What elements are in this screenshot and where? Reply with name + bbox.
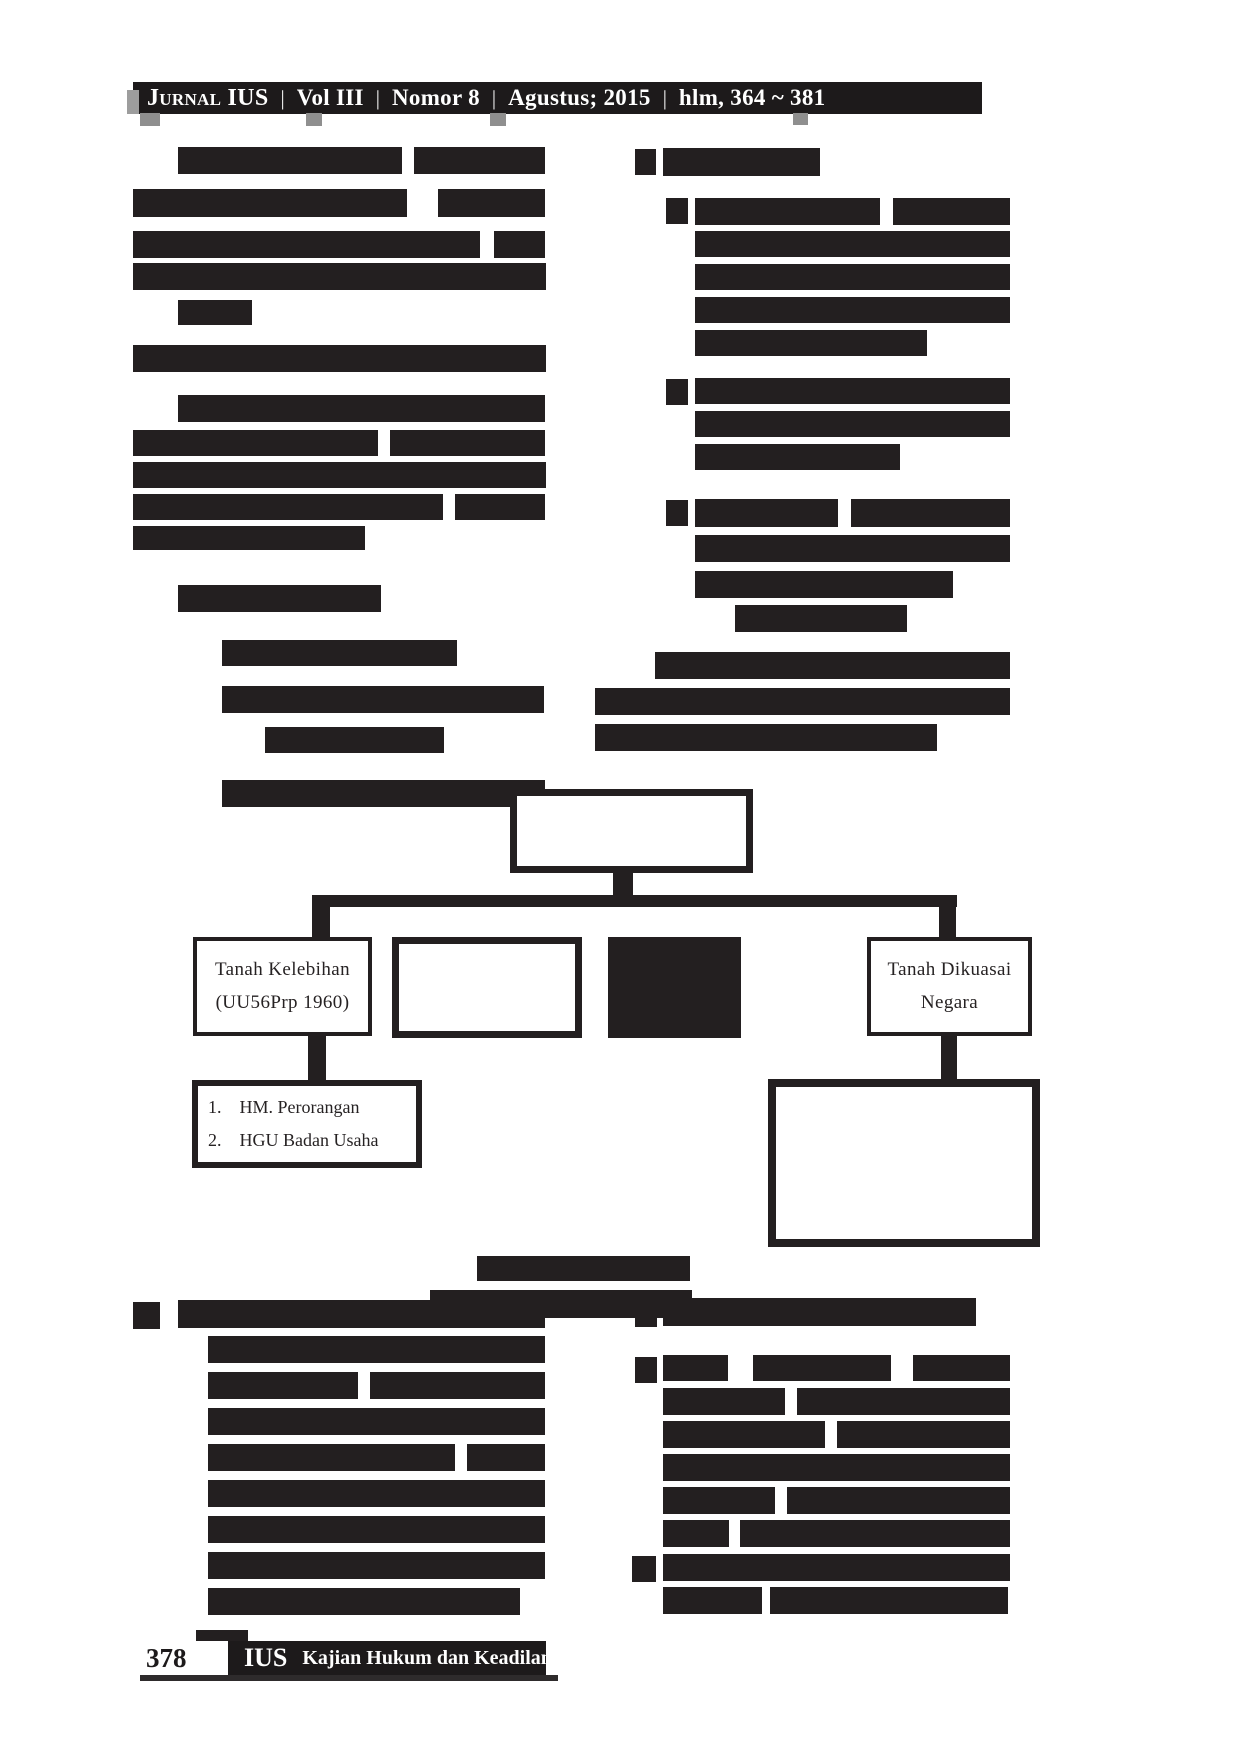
redaction-bar	[635, 1300, 657, 1327]
redaction-bar	[635, 149, 656, 175]
redaction-bar	[666, 198, 688, 224]
tanah-kelebihan-line2: (UU56Prp 1960)	[215, 992, 350, 1013]
flowchart-root-box	[510, 789, 753, 873]
flowchart-box-redacted-1	[392, 937, 582, 1038]
flowchart-box-redacted-list	[768, 1079, 1040, 1247]
redaction-bar	[208, 1552, 545, 1579]
redaction-bar	[370, 1372, 545, 1399]
redaction-bar	[663, 1587, 762, 1614]
hm-item-label: HM. Perorangan	[239, 1097, 360, 1117]
journal-header-bar	[133, 82, 982, 114]
volume-label: Vol III	[296, 85, 364, 110]
redaction-bar	[740, 1520, 1010, 1547]
scan-artifact	[127, 90, 139, 114]
redaction-bar	[222, 780, 545, 807]
redaction-bar	[695, 330, 927, 356]
redaction-bar	[477, 1256, 690, 1281]
redaction-bar	[735, 605, 907, 632]
redaction-bar	[663, 1298, 976, 1326]
redaction-bar	[595, 688, 1010, 715]
redaction-bar	[178, 585, 381, 612]
tanah-kelebihan-text	[197, 941, 368, 1032]
redaction-bar	[663, 1421, 825, 1448]
redaction-bar	[467, 1444, 545, 1471]
redaction-bar	[222, 640, 457, 666]
tanah-dikuasai-line1: Tanah Dikuasai	[887, 959, 1012, 980]
flowchart-box-redacted-2	[608, 937, 741, 1038]
redaction-bar	[178, 147, 402, 174]
redaction-bar	[770, 1587, 1008, 1614]
redaction-bar	[178, 300, 252, 325]
redaction-bar	[390, 430, 545, 456]
redaction-bar	[695, 378, 1010, 404]
redaction-bar	[663, 1388, 785, 1415]
redaction-bar	[663, 1520, 729, 1547]
redaction-bar	[655, 652, 1010, 679]
redaction-bar	[178, 395, 545, 422]
redaction-bar	[695, 231, 1010, 257]
date-label: Agustus; 2015	[508, 85, 651, 110]
scan-artifact	[140, 1675, 558, 1681]
redaction-bar	[208, 1408, 545, 1435]
journal-title: Jurnal IUS	[147, 84, 269, 111]
redaction-bar	[222, 686, 544, 713]
redaction-bar	[666, 379, 688, 405]
scan-artifact	[306, 113, 322, 126]
redaction-bar	[663, 1554, 1010, 1581]
redaction-bar	[133, 1302, 160, 1329]
redaction-bar	[851, 499, 1010, 527]
redaction-bar	[797, 1388, 1010, 1415]
page-number: 378	[146, 1642, 187, 1673]
scan-artifact	[196, 1630, 248, 1641]
redaction-bar	[133, 263, 546, 290]
scan-artifact	[490, 113, 506, 126]
redaction-bar	[133, 494, 443, 520]
redaction-bar	[695, 571, 953, 598]
connector-kelebihan-drop	[308, 1034, 326, 1082]
connector-dikuasai-drop	[941, 1034, 957, 1081]
scan-artifact	[793, 113, 808, 125]
redaction-bar	[208, 1444, 455, 1471]
redaction-bar	[635, 1357, 657, 1383]
redaction-bar	[663, 148, 820, 176]
redaction-bar	[494, 231, 545, 258]
redaction-bar	[913, 1355, 1010, 1381]
redaction-bar	[695, 264, 1010, 290]
redaction-bar	[893, 198, 1010, 225]
hm-item-number: 1.	[208, 1097, 222, 1117]
redaction-bar	[632, 1556, 656, 1582]
redaction-bar	[666, 500, 688, 526]
redaction-bar	[837, 1421, 1010, 1448]
hm-item-label: HGU Badan Usaha	[239, 1130, 379, 1150]
flowchart-box-tanah-dikuasai	[867, 937, 1032, 1036]
redaction-bar	[663, 1355, 728, 1381]
footer-bar	[228, 1641, 552, 1675]
redaction-bar	[133, 345, 546, 372]
hm-list-item	[208, 1130, 416, 1151]
header-separator: |	[280, 85, 285, 110]
connector-left-drop	[312, 895, 330, 939]
redaction-bar	[208, 1516, 545, 1543]
redaction-bar	[695, 535, 1010, 562]
connector-right-drop	[939, 895, 956, 939]
tanah-dikuasai-line2: Negara	[920, 992, 979, 1013]
redaction-bar	[695, 444, 900, 470]
redaction-bar	[663, 1487, 775, 1514]
hm-item-number: 2.	[208, 1130, 222, 1150]
header-separator: |	[491, 85, 497, 110]
hm-list-item	[208, 1097, 416, 1118]
redaction-bar	[133, 231, 480, 258]
redaction-bar	[753, 1355, 891, 1381]
header-separator: |	[662, 85, 667, 110]
redaction-bar	[695, 411, 1010, 437]
redaction-bar	[414, 147, 545, 174]
connector-horizontal	[312, 895, 957, 907]
tanah-dikuasai-text	[871, 941, 1028, 1032]
flowchart-box-tanah-kelebihan	[193, 937, 372, 1036]
redaction-bar	[208, 1372, 358, 1399]
tanah-kelebihan-line1: Tanah Kelebihan	[215, 959, 350, 980]
issue-label: Nomor 8	[392, 85, 480, 110]
redaction-bar	[787, 1487, 1010, 1514]
redaction-bar	[695, 198, 880, 225]
redaction-bar	[695, 297, 1010, 323]
flowchart-box-hm-list	[192, 1080, 422, 1168]
redaction-bar	[133, 462, 546, 488]
redaction-bar	[133, 430, 378, 456]
hm-list	[198, 1086, 416, 1162]
footer-brand: IUS	[244, 1643, 288, 1672]
scan-artifact	[140, 113, 160, 126]
redaction-bar	[595, 724, 937, 751]
redaction-bar	[208, 1480, 545, 1507]
footer-tagline: Kajian Hukum dan Keadilan	[302, 1646, 552, 1669]
redaction-bar	[133, 526, 365, 550]
header-separator: |	[375, 85, 380, 110]
redaction-bar	[663, 1454, 1010, 1481]
redaction-bar	[265, 727, 444, 753]
redaction-bar	[178, 1300, 545, 1328]
redaction-bar	[208, 1588, 520, 1615]
redaction-bar	[438, 189, 545, 217]
redaction-bar	[695, 499, 838, 527]
redaction-bar	[208, 1336, 545, 1363]
page-range-label: hlm, 364 ~ 381	[678, 85, 826, 110]
redaction-bar	[455, 494, 545, 520]
redaction-bar	[133, 189, 407, 217]
